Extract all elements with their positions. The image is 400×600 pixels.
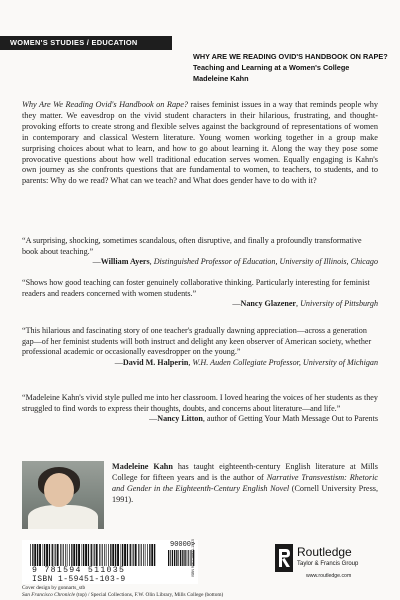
endorsement-quote: [22, 326, 378, 368]
quote-author: Nancy Glazener: [240, 299, 297, 309]
barcode-bar: [82, 544, 83, 566]
barcode-bar: [43, 544, 44, 566]
barcode-bar: [52, 544, 53, 566]
barcode-bar: [115, 544, 116, 566]
publisher-group: Taylor & Francis Group: [297, 561, 359, 567]
barcode-bar: [110, 544, 111, 566]
barcode-bar: [62, 544, 63, 566]
barcode-bar: [117, 544, 119, 566]
book-subtitle: Teaching and Learning at a Women's College: [193, 62, 350, 72]
barcode-bar: [96, 544, 98, 566]
barcode-bar: [88, 544, 89, 566]
barcode-bar: [44, 544, 45, 566]
barcode-bar: [71, 544, 72, 566]
quote-author: William Ayers: [100, 257, 150, 267]
barcode-bar: [172, 550, 173, 566]
description-body: raises feminist issues in a way that reminds people why they matter. We eavesdrop on the vivid student characters in their hilarious, frustrating, and thought-provoking efforts to create strong and flexible selves against the background of representations of women in contemporary and classical Western literature. Young women working together in a group make surprising choices about what to learn, and how to go about learning it. Along the way they pose some provocative questions about how well traditional education serves women. Equally engaging is Kahn's own journey as she confronts questions that are fundamental to women, to teachers, to students, and to parents: Why do we read? What can we teach? and What does gender have to do with it?: [22, 100, 378, 186]
quote-book-title: Getting Your Math Message Out to Parents: [238, 414, 378, 424]
bio-text-end: (Cornell University Press, 1991).: [112, 483, 378, 504]
barcode-bar: [46, 544, 48, 566]
bio-text: has taught eighteenth-century English literature at Mills College for fifteen years and is the author of: [112, 462, 378, 482]
barcode-bar: [132, 544, 133, 566]
barcode-bar: [130, 544, 131, 566]
barcode-bar: [122, 544, 123, 566]
barcode-bar: [127, 544, 128, 566]
publisher-name: Routledge: [297, 545, 352, 559]
book-author: Madeleine Kahn: [193, 73, 249, 83]
quote-affiliation: , author of: [202, 414, 239, 424]
barcode-bar: [187, 550, 188, 566]
barcode-bar: [83, 544, 84, 566]
barcode-bar: [184, 550, 185, 566]
barcode-bar: [151, 544, 153, 566]
endorsement-quote: [22, 236, 378, 268]
quote-author: David M. Halperin: [122, 357, 189, 367]
barcode-bar: [147, 544, 148, 566]
barcode-bar: [60, 544, 61, 566]
quote-attribution: —William Ayers, Distinguished Professor of Education, University of Illinois, Chicago: [92, 257, 378, 267]
endorsement-quote: [22, 393, 378, 425]
barcode-bar: [76, 544, 77, 566]
bio-book-title: Narrative Transvestism: Rhetoric and Gender in the Eighteenth-Century English Novel: [112, 472, 378, 493]
quote-text: “This hilarious and fascinating story of one teacher's gradually dawning appreciation—across a generation gap—of her feminist students will both instruct and delight any keen observer of American society, whether professional academic or occasionally eavesdropper on the young.”: [22, 326, 372, 357]
barcode-bar: [55, 544, 56, 566]
vertical-isbn: ISBN 978-1-59451-103-5: [191, 539, 195, 577]
barcode-bar: [73, 544, 75, 566]
quote-affiliation: , University of Pittsburgh: [296, 299, 378, 309]
barcode-bar: [149, 544, 150, 566]
barcode-bar: [154, 544, 155, 566]
publisher-url[interactable]: www.routledge.com: [306, 573, 352, 579]
barcode-bar: [67, 544, 68, 566]
quote-attribution: —Nancy Litton, author of Getting Your Math Message Out to Parents: [149, 414, 378, 424]
barcode-bar: [91, 544, 92, 566]
bio-name: Madeleine Kahn: [112, 462, 173, 471]
barcode-bar: [124, 544, 126, 566]
quote-text: “A surprising, shocking, sometimes scandalous, often disruptive, and finally a profoundly transformative book about teaching.”: [22, 236, 362, 256]
barcode-bar: [30, 544, 31, 566]
quote-attribution: —David M. Halperin, W.H. Auden Collegiate Professor, University of Michigan: [114, 357, 378, 367]
description-title: Why Are We Reading Ovid's Handbook on Rape?: [22, 100, 189, 109]
quote-author: Nancy Litton: [157, 414, 203, 424]
barcode-bar: [102, 544, 103, 566]
barcode-bar: [54, 544, 55, 566]
barcode-bar: [37, 544, 38, 566]
quote-affiliation: , Distinguished Professor of Education, University of Illinois, Chicago: [149, 257, 378, 267]
barcode-bar: [65, 544, 66, 566]
cover-credits: [22, 585, 382, 598]
barcode-bar: [49, 544, 50, 566]
barcode-bar: [101, 544, 102, 566]
author-photo: [22, 461, 104, 529]
book-description: [22, 100, 378, 187]
endorsement-quote: [22, 278, 378, 310]
barcode-bar: [174, 550, 175, 566]
barcode-bar: [78, 544, 80, 566]
barcode-bar: [57, 544, 59, 566]
publisher: [275, 544, 395, 580]
barcode-bar: [94, 544, 95, 566]
barcode-bar: [34, 544, 36, 566]
barcode-bar: [104, 544, 105, 566]
credit-design: Cover design by gonnarts_stb: [22, 585, 86, 591]
category-label: WOMEN'S STUDIES / EDUCATION: [0, 36, 172, 50]
credit-source: San Francisco Chronicle: [22, 591, 76, 598]
barcode-bar: [145, 544, 146, 566]
barcode-bar: [99, 544, 100, 566]
barcode-bar: [32, 544, 33, 566]
isbn-10: ISBN 1-59451-103-9: [32, 575, 126, 584]
quote-text: “Shows how good teaching can foster genuinely collaborative thinking. Particularly interesting for feminist readers and readers concerned with women students.”: [22, 278, 370, 298]
price-code: 90000>: [170, 541, 196, 549]
barcode-bar: [106, 544, 107, 566]
quote-affiliation: , W.H. Auden Collegiate Professor, University of Michigan: [188, 357, 378, 367]
barcode-bar: [138, 544, 139, 566]
barcode: [22, 540, 198, 584]
credit-photos: [22, 592, 382, 599]
author-bio: [112, 462, 378, 506]
isbn-13: 9 781594 511035: [32, 566, 126, 575]
barcode-bar: [121, 544, 122, 566]
routledge-logo-icon: [275, 544, 293, 572]
barcode-bar: [188, 550, 189, 566]
barcode-bar: [140, 544, 141, 566]
barcode-bar: [69, 544, 70, 566]
quote-attribution: —Nancy Glazener, University of Pittsburgh: [232, 299, 378, 309]
barcode-bar: [170, 550, 171, 566]
barcode-bar: [108, 544, 109, 566]
quote-text: “Madeleine Kahn's vivid style pulled me into her classroom. I loved hearing the voices of her students as they struggled to find words to express their thoughts, doubts, and concerns about literature—and life.”: [22, 393, 378, 413]
barcode-bar: [93, 544, 94, 566]
barcode-bar: [133, 544, 134, 566]
credit-source-rest: (top) / Special Collections, F.W. Olin Library, Mills College (bottom): [75, 591, 224, 598]
barcode-bar: [178, 550, 179, 566]
barcode-bar: [182, 550, 183, 566]
barcode-bar: [85, 544, 87, 566]
barcode-bar: [176, 550, 177, 566]
barcode-bar: [168, 550, 169, 566]
barcode-bar: [143, 544, 144, 566]
barcode-bar: [135, 544, 137, 566]
title-block: [193, 52, 395, 84]
barcode-bar: [39, 544, 41, 566]
barcode-bar: [112, 544, 114, 566]
book-title: WHY ARE WE READING OVID'S HANDBOOK ON RAPE?: [193, 52, 388, 61]
barcode-bar: [180, 550, 181, 566]
barcode-bar: [63, 544, 64, 566]
barcode-bar: [141, 544, 142, 566]
